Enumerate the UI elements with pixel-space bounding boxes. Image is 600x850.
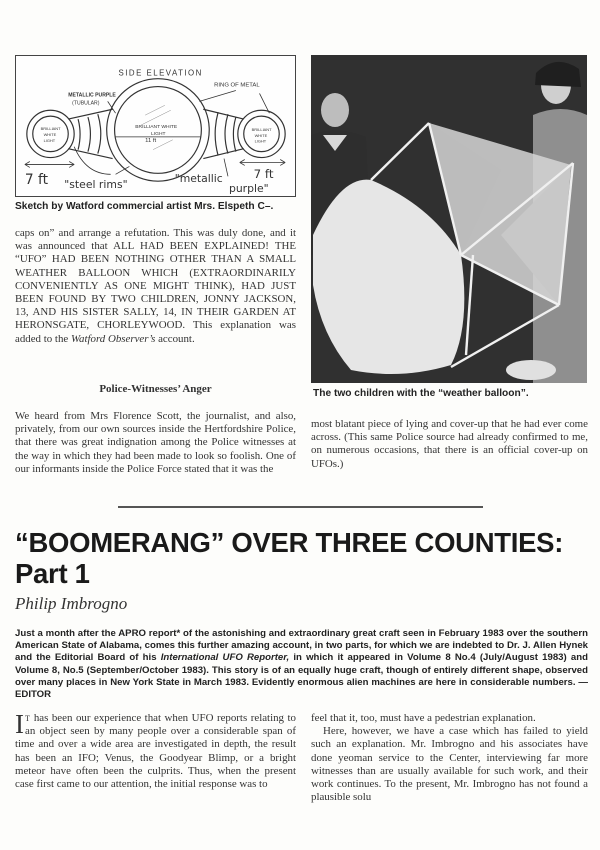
article-title <box>15 527 595 589</box>
svg-text:BRILLIANT: BRILLIANT <box>251 126 272 132</box>
previous-article-col1-mid <box>15 410 296 476</box>
col2-paragraph-1: feel that it, too, must have a pedestrian explanation. <box>311 712 536 724</box>
svg-text:"steel rims": "steel rims" <box>64 178 128 192</box>
previous-article-col1-top <box>15 227 296 346</box>
svg-text:LIGHT: LIGHT <box>151 131 166 137</box>
section-subheading: Police-Witnesses’ Anger <box>99 383 212 395</box>
ufo-sketch-diagram <box>16 56 295 196</box>
col1-body-text: has been our experience that when UFO reports relating to an object seen by many people over a considerable span of time and over a wide area are investigated in depth, the result has been an IFO; Venus, the Goodyear Blimp, or a bright meteor have often been the culprits. Thus, when the present case first came to our attention, the initial response was to <box>15 712 296 791</box>
col2-mid-paragraph: most blatant piece of lying and cover-up that he had ever come across. (This same Police source had already confirmed to me, on numerous occasions, that there is an official cover-up on UFOs.) <box>311 418 588 470</box>
publication-name: International UFO Reporter, <box>160 652 290 664</box>
drop-cap: I <box>15 709 24 739</box>
photo-image <box>311 55 587 383</box>
watford-observer-ref: Watford Observer’s <box>70 332 156 345</box>
svg-text:METALLIC PURPLE: METALLIC PURPLE <box>68 92 116 99</box>
sketch-figure <box>15 55 296 197</box>
svg-text:LIGHT: LIGHT <box>43 137 56 143</box>
article-title-line2: Part 1 <box>15 558 90 589</box>
svg-text:purple": purple" <box>228 182 269 196</box>
photo-caption: The two children with the “weather balloon”. <box>313 388 529 399</box>
svg-text:11 ft: 11 ft <box>145 137 157 144</box>
article-title-line1: “BOOMERANG” OVER THREE COUNTIES: <box>15 527 564 558</box>
col1-top-text: caps on” and arrange a refutation. This was duly done, and it was announced that ALL HAD BEEN EXPLAINED! THE “UFO” HAD BEEN NOTHING OTHER THAN A SMALL WEATHER BALLOON WHICH (EXTRAORDINARILY CONVENIENTLY AS ONE MIGHT THINK), HAD JUST BEEN FOUND BY TWO CHILDREN, JONNY JACKSON, 13, AND HIS SISTER SALLY, 14, IN THEIR GARDEN AT HERONSGATE, CHORLEYWOOD. This explanation was added to the <box>15 227 296 345</box>
svg-text:LIGHT: LIGHT <box>254 138 267 144</box>
svg-text:7 ft: 7 ft <box>253 167 274 182</box>
svg-text:BRILLIANT WHITE: BRILLIANT WHITE <box>135 124 178 130</box>
svg-text:RING OF METAL: RING OF METAL <box>214 82 260 89</box>
svg-text:WHITE: WHITE <box>254 132 268 138</box>
children-weather-balloon-photo <box>311 55 587 383</box>
intro-text-a: Just a month after the APRO report* of the astonishing and extraordinary great craft seen in February 1983 over the southern American State of Alabama, comes this further amazing account, in two parts, for which we are indebted to Dr. J. Allen Hynek and the Editorial Board of his <box>15 628 588 664</box>
small-cap: T <box>25 714 31 723</box>
article-col1 <box>15 709 296 791</box>
article-col2 <box>311 712 588 804</box>
svg-text:"metallic: "metallic <box>174 172 223 186</box>
col1-mid-paragraph: We heard from Mrs Florence Scott, the journalist, and also, privately, from our own sources inside the Hertfordshire Police, that there was great indignation among the Police witnesses at the way in which they had been made to look so foolish. One of our informants inside the Police Force stated that it was the <box>15 410 296 475</box>
svg-text:BRILLIANT: BRILLIANT <box>40 125 61 131</box>
col2-paragraph-2: Here, however, we have a case which has failed to yield such an explanation. Mr. Imbrogno and his associates have done yeoman service to the Center, interviewing far more witnesses than are usually available for such work, and their work continues. To the present, Mr. Imbrogno has not found a plausible solu <box>311 725 588 804</box>
svg-text:7 ft: 7 ft <box>24 172 49 189</box>
svg-text:SIDE ELEVATION: SIDE ELEVATION <box>118 68 203 78</box>
section-divider <box>118 506 483 508</box>
previous-article-col2-mid <box>311 418 588 471</box>
intro-text-b: in which it appeared in Volume 8 No.4 (July/August 1983) and Volume 8, No.5 (September/October 1983). This story is of an equally huge craft, though of entirely different shape, observed over many places in New York State in March 1983. Evidently enormous alien machines are here in considerable numbers. — EDITOR <box>15 652 588 701</box>
svg-text:WHITE: WHITE <box>43 131 57 137</box>
svg-text:(TUBULAR): (TUBULAR) <box>72 100 100 107</box>
article-author: Philip Imbrogno <box>15 594 128 613</box>
sketch-caption: Sketch by Watford commercial artist Mrs. Elspeth C–. <box>15 201 274 212</box>
col1-top-end: account. <box>155 332 195 345</box>
editor-intro <box>15 628 588 701</box>
